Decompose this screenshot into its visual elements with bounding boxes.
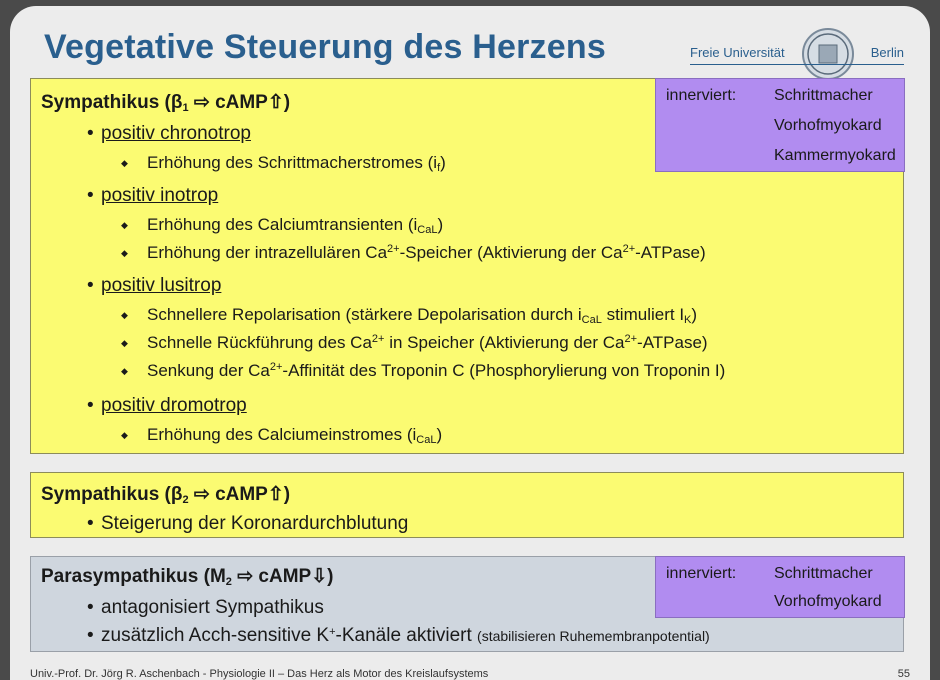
- list-item: ◆ Erhöhung der intrazellulären $Ca^{2+}$-Speicher (Aktivierung der $Ca^{2+}-ATPase$): [121, 243, 706, 262]
- list-item: ◆ Erhöhung des Calciumtransienten $(i_{CaL})$: [121, 215, 444, 236]
- list-item: ◆ Schnellere Repolarisation (stärkere Depolarisation durch $i_{CaL}$ stimuliert $I_K$): [121, 305, 698, 326]
- list-item: • zusätzlich Acch-sensitive K+-Kanäle aktiviert (stabilisieren Ruhemembranpotential): [87, 625, 710, 646]
- list-item: ◆ Erhöhung des Calciumeinstromes $(i_{CaL})$: [121, 425, 443, 446]
- section-dromotrop: • positiv dromotrop: [87, 395, 247, 416]
- logo-text-right: Berlin: [870, 45, 904, 60]
- sympathikus-beta2-box: [30, 472, 904, 538]
- page-number: 55: [897, 668, 910, 680]
- section-lusitrop: • positiv lusitrop: [87, 275, 222, 296]
- footer-text: Univ.-Prof. Dr. Jörg R. Aschenbach - Physiologie II – Das Herz als Motor des Kreislaufsystems: [30, 668, 489, 680]
- box-header: Sympathikus ($\beta_2$ ⇨ cAMP⇧): [41, 484, 291, 506]
- box-header: Sympathikus ($\beta_1$ ⇨ cAMP⇧): [41, 92, 291, 114]
- list-item: ◆ Erhöhung des Schrittmacherstromes $(i_f)$: [121, 153, 446, 174]
- list-item: ◆ Schnelle Rückführung des $Ca^{2+}$ in Speicher (Aktivierung der $Ca^{2+}-ATPase$): [121, 333, 708, 352]
- logo-underline: [690, 64, 904, 65]
- sympathikus-beta1-box: [30, 78, 904, 454]
- list-item: ◆ Senkung der $Ca^{2+}$-Affinität des Troponin C (Phosphorylierung von Troponin I): [121, 361, 726, 380]
- list-item: • Steigerung der Koronardurchblutung: [87, 513, 409, 534]
- logo-text-left: Freie Universität: [690, 45, 785, 60]
- university-logo: [690, 28, 904, 70]
- section-inotrop: • positiv inotrop: [87, 185, 219, 206]
- slide-title: Vegetative Steuerung des Herzens: [44, 28, 606, 66]
- list-item: • antagonisiert Sympathikus: [87, 597, 324, 618]
- innerviert-box: innerviert: Schrittmacher Vorhofmyokard Kammermyokard: [655, 78, 905, 172]
- parasympathikus-box: [30, 556, 904, 652]
- seal-icon: [802, 28, 854, 80]
- box-header: Parasympathikus ($M_2$ ⇨ cAMP⇩): [41, 566, 334, 588]
- innerviert-box: innerviert: Schrittmacher Vorhofmyokard: [655, 556, 905, 618]
- section-chronotrop: • positiv chronotrop: [87, 123, 251, 144]
